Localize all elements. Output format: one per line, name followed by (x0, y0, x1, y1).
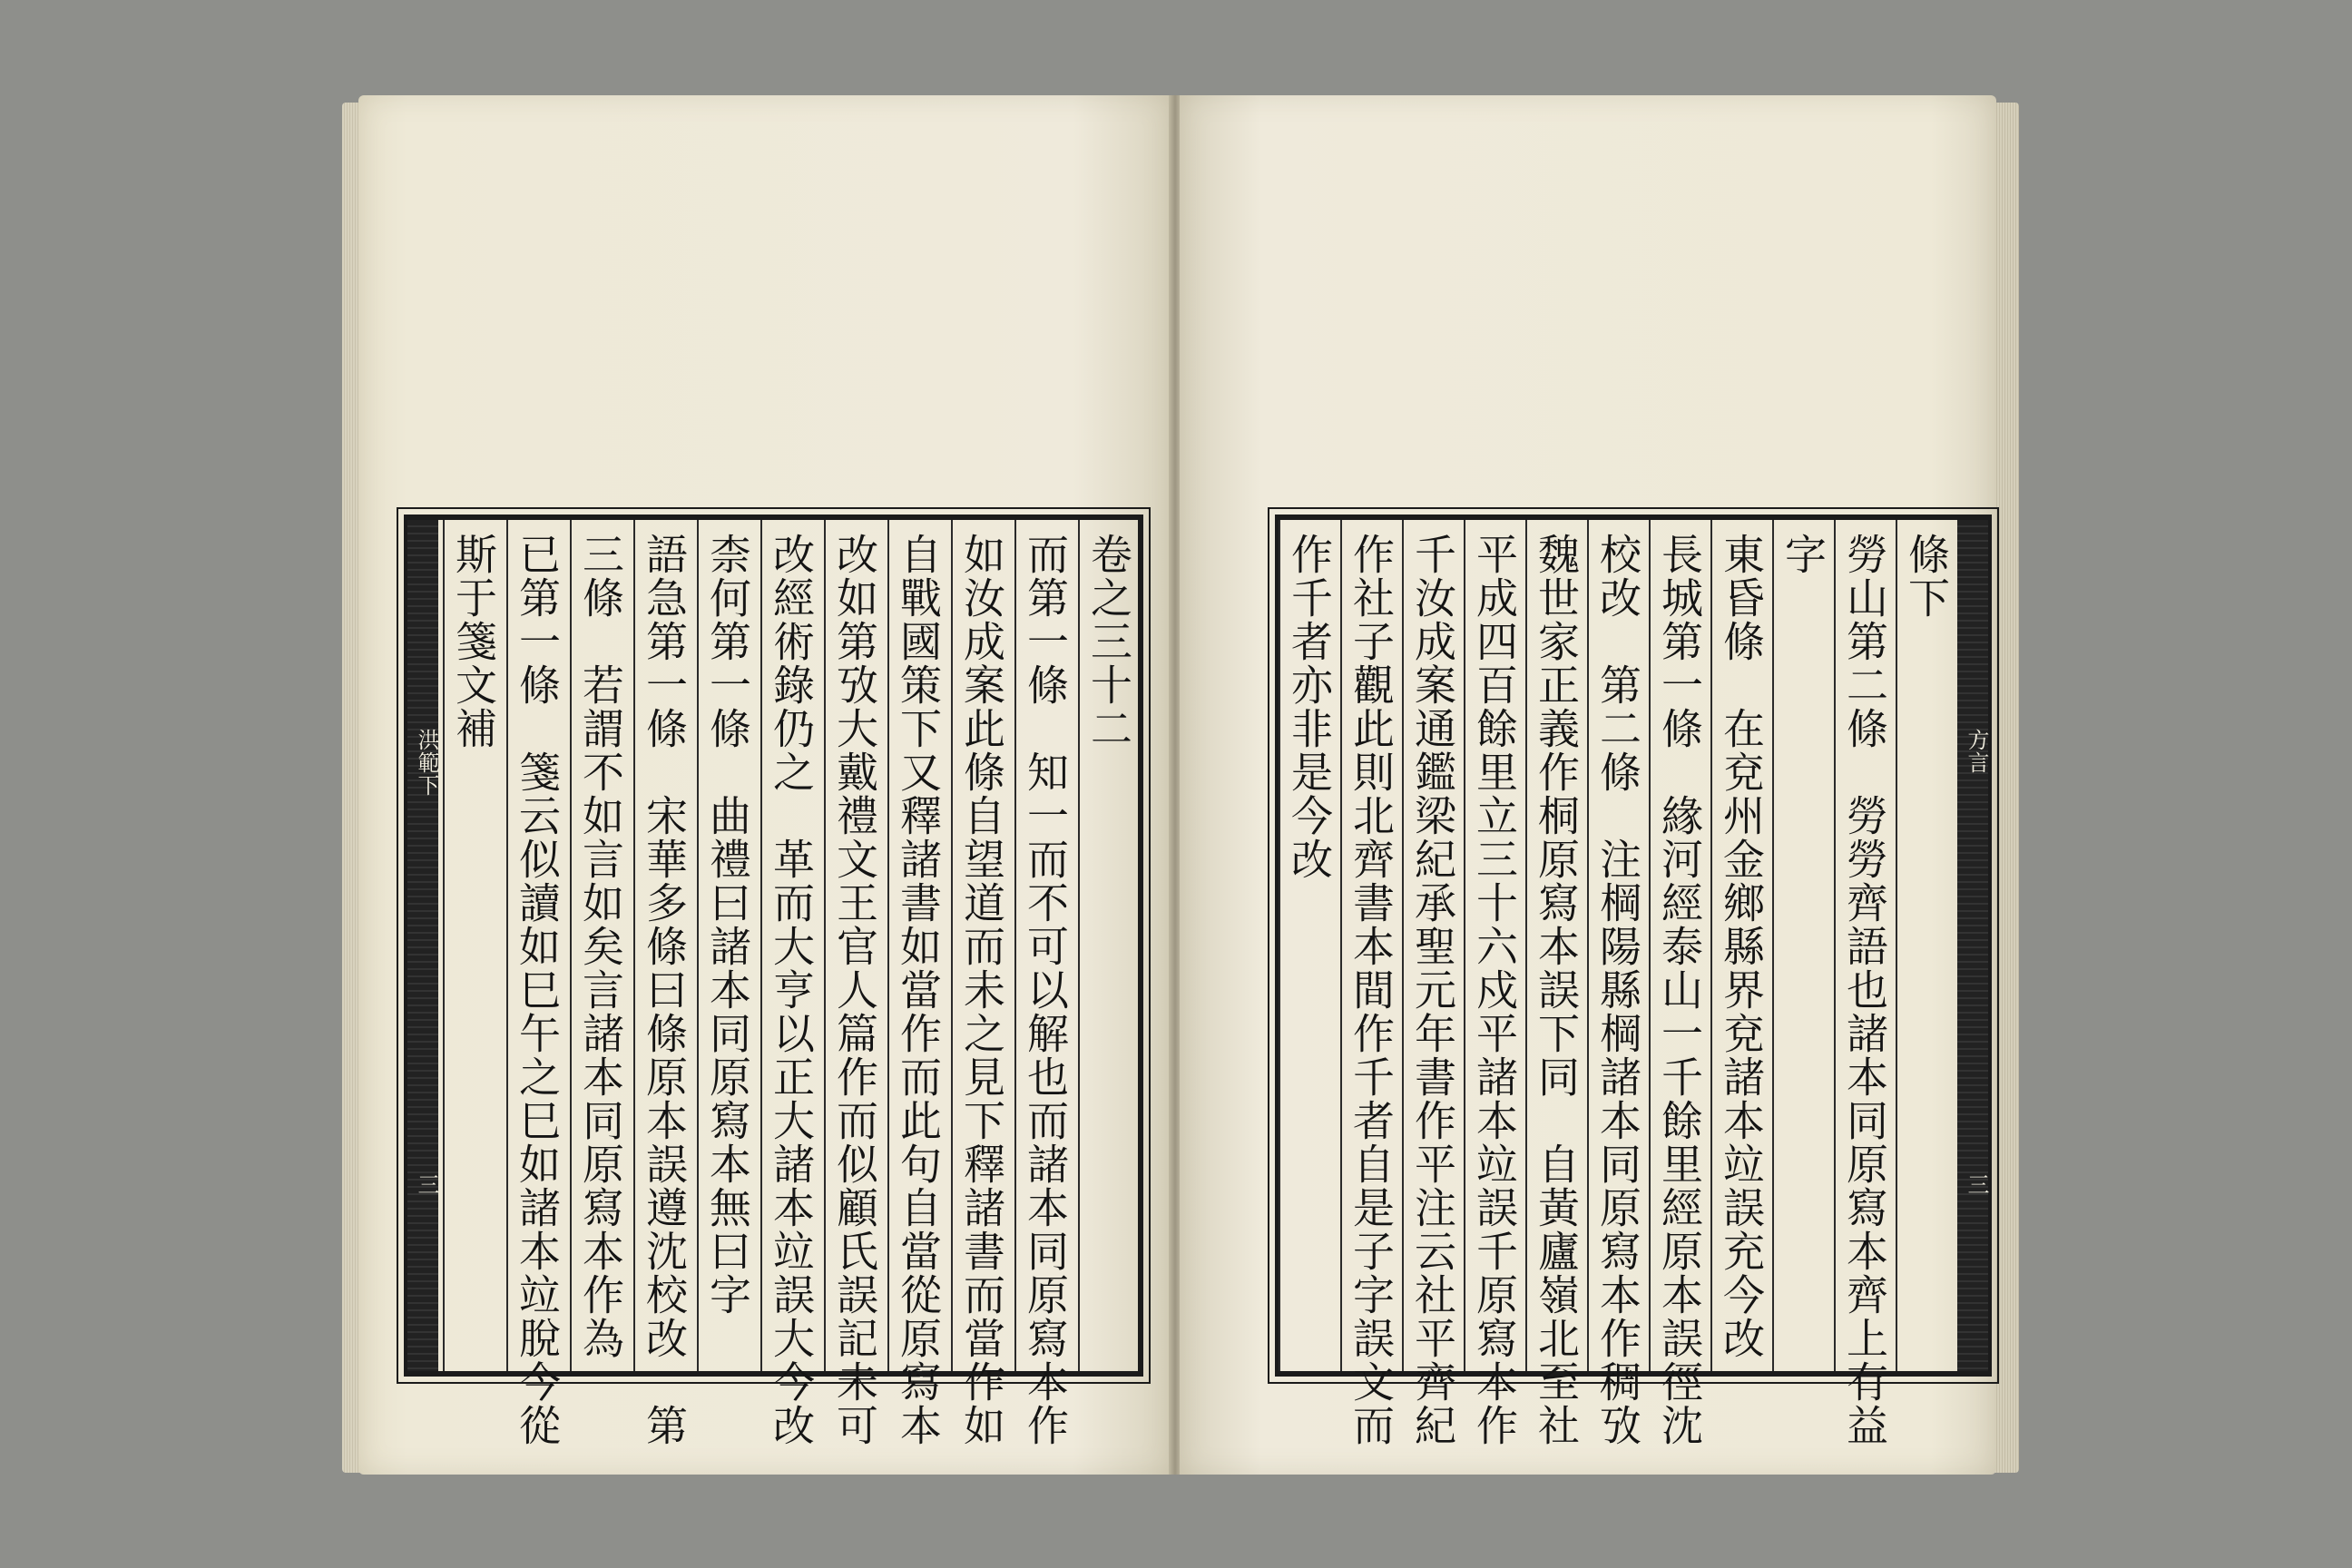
text-column (570, 520, 630, 1371)
text-column (697, 520, 757, 1371)
right-text-frame (1275, 514, 1992, 1447)
column-text: 三條 若謂不如言如矣言諸本同原寫本作為 (576, 533, 625, 1360)
text-column (1464, 520, 1524, 1447)
text-column (1402, 520, 1462, 1447)
right-banxin-title: 方言 (1964, 729, 1989, 774)
column-text: 已第一條 箋云似讀如巳午之巳如諸本竝脫今從 (513, 533, 562, 1447)
column-text: 平成四百餘里立三十六戍平諸本竝誤千原寫本作 (1470, 533, 1519, 1447)
left-banxin (407, 520, 438, 1371)
text-column (1014, 520, 1074, 1447)
column-text: 改如第攷大戴禮文王官人篇作而似顧氏誤記未可 (830, 533, 879, 1447)
text-column (1078, 520, 1138, 1371)
column-text: 東昏條 在兗州金鄉縣界兗諸本竝誤充今改 (1717, 533, 1766, 1360)
column-text: 而第一條 知一而不可以解也而諸本同原寫本作 (1021, 533, 1070, 1447)
text-column (633, 520, 693, 1447)
column-text: 如汝成案此條自望道而未之見下釋諸書而當作如 (957, 533, 1006, 1447)
column-text: 勞山第二條 勞勞齊語也諸本同原寫本齊上有益 (1840, 533, 1889, 1447)
right-banxin (1957, 520, 1988, 1371)
text-column (951, 520, 1011, 1447)
column-text: 魏世家正義作桐原寫本誤下同 自黃廬嶺北至社 (1532, 533, 1581, 1447)
open-book (358, 95, 1996, 1493)
text-column (1834, 520, 1894, 1447)
right-banxin-number: 三 (1964, 1173, 1989, 1196)
left-text-frame (404, 514, 1143, 1447)
column-text: 條下 (1902, 533, 1951, 620)
column-text: 語急第一條 宋華多條曰條原本誤遵沈校改 第 (640, 533, 689, 1447)
text-column (760, 520, 820, 1447)
column-text: 字 (1779, 533, 1828, 576)
left-banxin-title: 洪範下 (414, 729, 439, 797)
column-text: 柰何第一條 曲禮曰諸本同原寫本無曰字 (703, 533, 752, 1317)
text-column (887, 520, 947, 1447)
column-text: 千汝成案通鑑梁紀承聖元年書作平注云社平齊紀 (1408, 533, 1457, 1447)
text-column (1587, 520, 1647, 1447)
column-text: 作社子觀此則北齊書本間作千者自是子字誤文而 (1347, 533, 1396, 1447)
column-text: 自戰國策下又釋諸書如當作而此句自當從原寫本 (894, 533, 943, 1447)
column-text: 作千者亦非是今改 (1285, 533, 1334, 881)
text-column (1710, 520, 1770, 1371)
column-text: 卷之三十二 (1084, 533, 1133, 750)
column-text: 校改 第二條 注棡陽縣棡諸本同原寫本作稠攷 (1593, 533, 1642, 1447)
text-column (1279, 520, 1338, 1371)
column-text: 改經術錄仍之 革而大亨以正大諸本竝誤大今改 (767, 533, 816, 1447)
text-column (824, 520, 884, 1447)
left-page (358, 95, 1171, 1475)
text-column (1525, 520, 1585, 1447)
text-column (1896, 520, 1955, 1371)
text-column (1340, 520, 1400, 1447)
text-column (443, 520, 503, 1371)
column-text: 長城第一條 緣河經泰山一千餘里經原本誤徑沈 (1655, 533, 1704, 1447)
text-column (1649, 520, 1709, 1447)
text-column (506, 520, 566, 1447)
left-banxin-number: 三 (414, 1173, 439, 1196)
text-column (1772, 520, 1832, 1371)
column-text: 斯于箋文補 (449, 533, 498, 750)
